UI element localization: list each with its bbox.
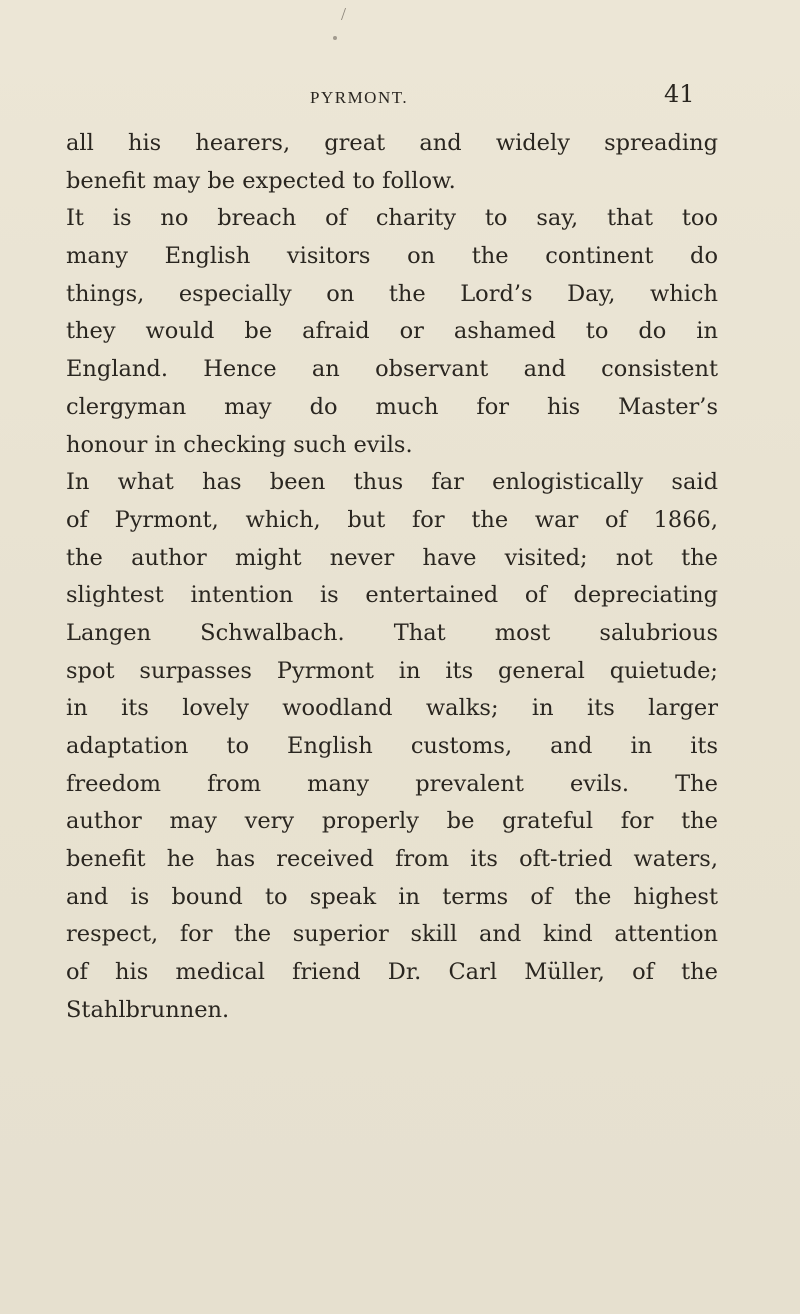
text-line: benefit he has received from its oft-tried waters, (66, 846, 718, 873)
text-line: honour in checking such evils. (66, 431, 413, 458)
text-line: benefit may be expected to follow. (66, 167, 456, 194)
text-line: spot surpasses Pyrmont in its general quietude; (66, 657, 718, 684)
text-line: the author might never have visited; not the (66, 544, 718, 571)
text-line: author may very properly be grateful for the (66, 808, 718, 835)
text-line: respect, for the superior skill and kind attention (66, 921, 718, 948)
text-line: they would be afraid or ashamed to do in (66, 318, 718, 345)
running-head: PYRMONT. (310, 88, 409, 107)
ink-dot (333, 36, 337, 40)
text-line: Stahlbrunnen. (66, 996, 230, 1023)
text-line: clergyman may do much for his Master’s (66, 393, 718, 420)
text-line: all his hearers, great and widely spreading (66, 130, 718, 156)
text-line: and is bound to speak in terms of the highest (66, 883, 718, 910)
text-line: many English visitors on the continent do (66, 243, 718, 270)
text-line: England. Hence an observant and consistent (66, 356, 718, 383)
text-line: Langen Schwalbach. That most salubrious (66, 619, 718, 646)
text-line: slightest intention is entertained of depreciating (66, 582, 718, 609)
text-line: In what has been thus far enlogistically said (66, 469, 718, 496)
top-stray-mark: / (341, 4, 347, 24)
text-line: freedom from many prevalent evils. The (66, 770, 718, 797)
text-line: of Pyrmont, which, but for the war of 1866, (66, 506, 718, 533)
text-line: in its lovely woodland walks; in its larger (66, 695, 718, 722)
text-line: of his medical friend Dr. Carl Müller, of the (66, 959, 718, 986)
body-text (66, 125, 718, 1030)
text-line: adaptation to English customs, and in its (66, 733, 718, 759)
text-line: things, especially on the Lord’s Day, which (66, 280, 718, 307)
text-line: It is no breach of charity to say, that too (66, 205, 718, 232)
page-number: 41 (664, 80, 695, 108)
